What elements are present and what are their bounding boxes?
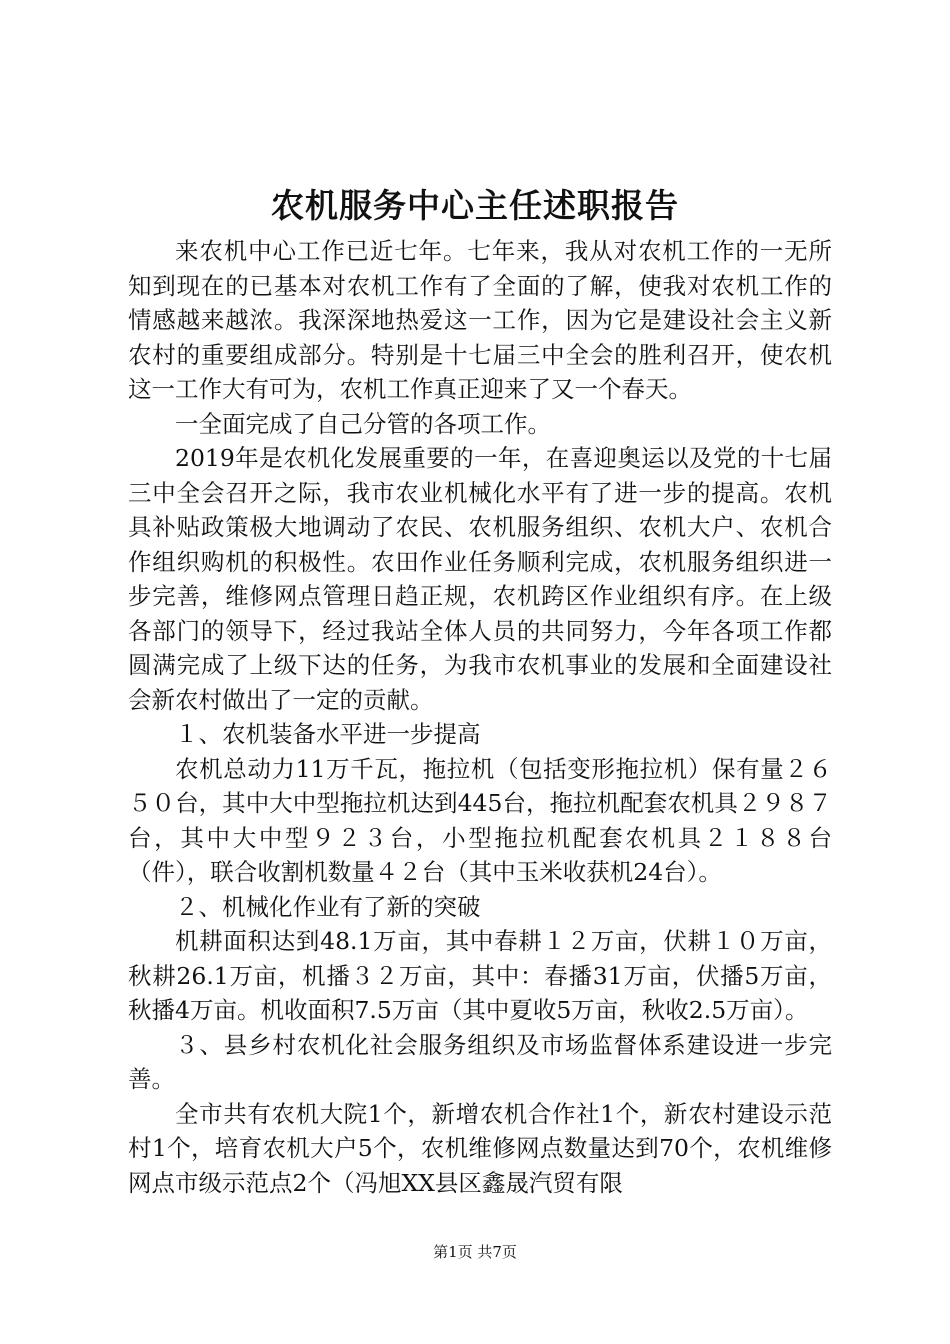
subheading-equipment: １、农机装备水平进一步提高 — [175, 720, 481, 748]
equipment-paragraph: 农机总动力11万千瓦，拖拉机（包括变形拖拉机）保有量２６５０台，其中大中型拖拉机达到445台，拖拉机配套农机具２９８７台，其中大中型９２３台，小型拖拉机配套农机具２１８８台（件），联合收割机数量４２台（其中玉米收获机24台）。 — [128, 754, 832, 886]
summary-paragraph: 2019年是农机化发展重要的一年，在喜迎奥运以及党的十七届三中全会召开之际，我市农业机械化水平有了进一步的提高。农机具补贴政策极大地调动了农民、农机服务组织、农机大户、农机合作组织购机的积极性。农田作业任务顺利完成，农机服务组织进一步完善，维修网点管理日趋正规，农机跨区作业组织有序。在上级各部门的领导下，经过我站全体人员的共同努力，今年各项工作都圆满完成了上级下达的任务，为我市农机事业的发展和全面建设社会新农村做出了一定的贡献。 — [128, 444, 832, 714]
intro-paragraph: 来农机中心工作已近七年。七年来，我从对农机工作的一无所知到现在的已基本对农机工作有了全面的了解，使我对农机工作的情感越来越浓。我深深地热爱这一工作，因为它是建设社会主义新农村的重要组成部分。特别是十七届三中全会的胜利召开，使农机这一工作大有可为，农机工作真正迎来了又一个春天。 — [128, 237, 832, 403]
page-number-footer: 第1页 共7页 — [433, 1243, 517, 1261]
document-body — [128, 234, 832, 1200]
document-title: 农机服务中心主任述职报告 — [271, 186, 679, 225]
mechanization-paragraph: 机耕面积达到48.1万亩，其中春耕１２万亩，伏耕１０万亩，秋耕26.1万亩，机播３２万亩，其中：春播31万亩，伏播5万亩，秋播4万亩。机收面积7.5万亩（其中夏收5万亩，秋收2.5万亩）。 — [128, 927, 832, 1024]
service-system-paragraph: 全市共有农机大院1个，新增农机合作社1个，新农村建设示范村1个，培育农机大户5个，农机维修网点数量达到70个，农机维修网点市级示范点2个（冯旭XX县区鑫晟汽贸有限 — [128, 1099, 832, 1197]
subheading-mechanization: ２、机械化作业有了新的突破 — [175, 892, 481, 921]
section-heading: 一全面完成了自己分管的各项工作。 — [175, 409, 551, 438]
subheading-service-system: ３、县乡村农机化社会服务组织及市场监督体系建设进一步完善。 — [128, 1030, 832, 1093]
